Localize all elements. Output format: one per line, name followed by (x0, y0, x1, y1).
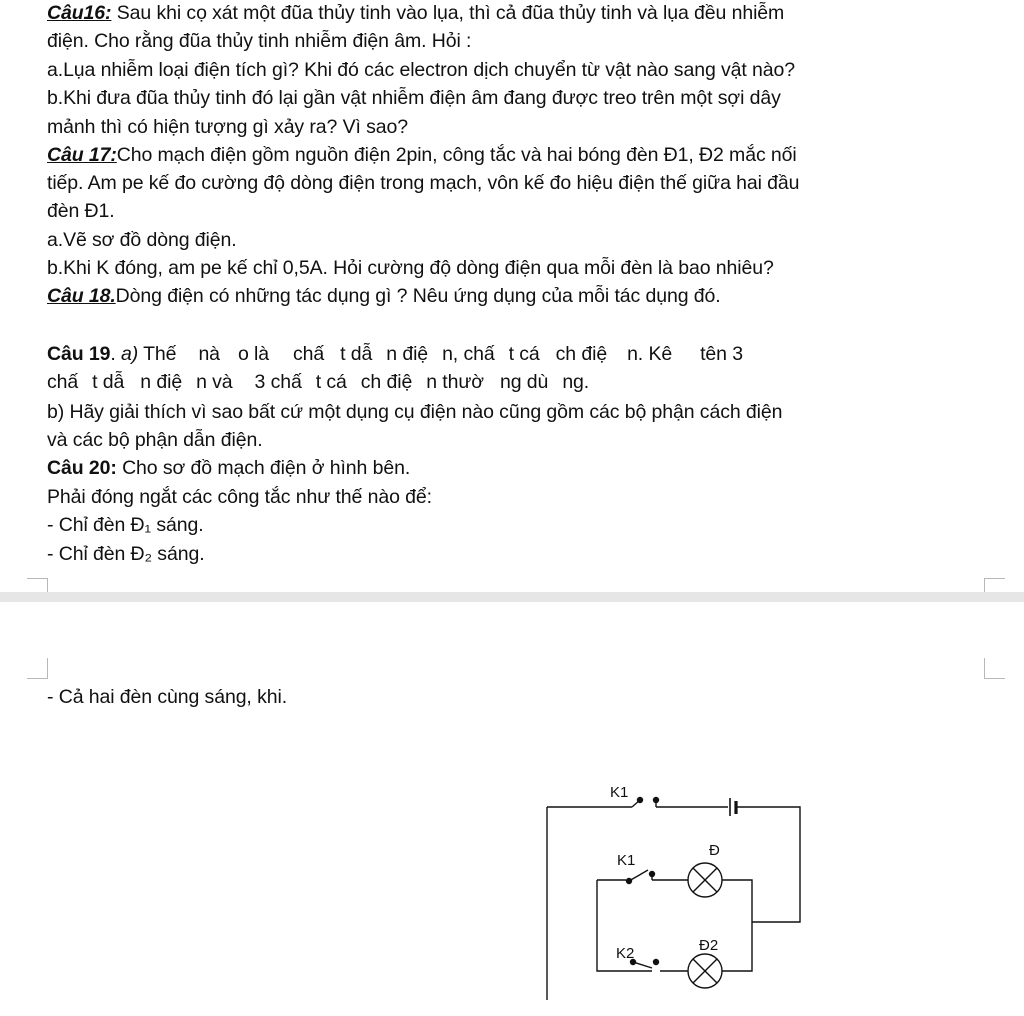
text-fragment: ch điệ (360, 371, 413, 393)
lamp-d2-icon (688, 954, 722, 988)
text-fragment: n. Kê (627, 343, 673, 365)
q17-line-3: đèn Đ1. (47, 200, 115, 222)
text-fragment: 3 chấ (254, 371, 302, 393)
text-fragment: chấ (47, 371, 79, 393)
q16-part-b-1: b.Khi đưa đũa thủy tinh đó lại gần vật nhiễm điện âm đang được treo trên một sợi dây (47, 87, 781, 109)
q18-label: Câu 18. (47, 285, 116, 307)
q18-text: Dòng điện có những tác dụng gì ? Nêu ứng dụng của mỗi tác dụng đó. (115, 285, 721, 307)
q20-label: Câu 20: (47, 457, 117, 479)
wire (737, 807, 800, 922)
battery-icon (730, 798, 736, 816)
q19-a-label: a) (115, 343, 139, 365)
q20-item-1: - Chỉ đèn Đ₁ sáng. (47, 514, 204, 536)
q20-item-3: - Cả hai đèn cùng sáng, khi. (47, 686, 288, 708)
text-fragment: t dẫ (340, 343, 373, 365)
q19-part-b-2: và các bộ phận dẫn điện. (47, 429, 263, 451)
label-lamp-d: Đ (709, 842, 720, 859)
q16-label: Câu16: (47, 2, 112, 24)
q17-text-1: Cho mạch điện gồm nguồn điện 2pin, công tắc và hai bóng đèn Đ1, Đ2 mắc nối (116, 144, 797, 166)
q19-part-b-1: b) Hãy giải thích vì sao bất cứ một dụng cụ điện nào cũng gồm các bộ phận cách điện (47, 401, 783, 423)
q20-text-1: Cho sơ đồ mạch điện ở hình bên. (116, 457, 411, 479)
label-k2: K2 (616, 945, 635, 962)
q16-line-2: điện. Cho rằng đũa thủy tinh nhiễm điện âm. Hỏi : (47, 30, 472, 52)
label-k1-mid: K1 (617, 852, 636, 869)
text-fragment: Thế (138, 343, 177, 365)
label-k1-top: K1 (610, 784, 629, 801)
switch-k1-top-icon (632, 797, 659, 807)
q20-item-2: - Chỉ đèn Đ₂ sáng. (47, 543, 205, 565)
q19-dot: . (110, 343, 116, 365)
text-fragment: t cá (508, 343, 540, 365)
lamp-d1-icon (688, 863, 722, 897)
text-fragment: tên 3 (700, 343, 743, 365)
q17-line-2: tiếp. Am pe kế đo cường độ dòng điện trong mạch, vôn kế đo hiệu điện thế giữa hai đầu (47, 172, 800, 194)
text-fragment: ng dù (500, 371, 549, 393)
q16-part-a: a.Lụa nhiễm loại điện tích gì? Khi đó các electron dịch chuyển từ vật nào sang vật nào? (47, 59, 796, 81)
q20-line-2: Phải đóng ngắt các công tắc như thế nào để: (47, 486, 432, 508)
text-fragment: n thườ (426, 371, 484, 393)
text-fragment: n và (196, 371, 233, 393)
text-fragment: ch điệ (555, 343, 608, 365)
text-fragment: t dẫ (92, 371, 125, 393)
text-fragment: n điệ (140, 371, 183, 393)
q17-part-a: a.Vẽ sơ đồ dòng điện. (47, 229, 237, 251)
q19-label: Câu 19 (47, 343, 111, 365)
text-fragment: nà (198, 343, 220, 365)
label-lamp-d2: Đ2 (699, 937, 719, 954)
text-fragment: n, chấ (442, 343, 495, 365)
q16-text-1: Sau khi cọ xát một đũa thủy tinh vào lụa, thì cả đũa thủy tinh và lụa đều nhiễm (111, 2, 785, 24)
q17-label: Câu 17: (47, 144, 117, 166)
text-fragment: n điệ (386, 343, 429, 365)
q17-part-b: b.Khi K đóng, am pe kế chỉ 0,5A. Hỏi cường độ dòng điện qua mỗi đèn là bao nhiêu? (47, 257, 774, 279)
text-fragment: chấ (292, 343, 325, 365)
text-fragment: t cá (315, 371, 347, 393)
text-fragment: o là (237, 343, 269, 365)
switch-k1-mid-icon (626, 870, 655, 884)
wire (722, 880, 752, 971)
q16-part-b-2: mảnh thì có hiện tượng gì xảy ra? Vì sao? (47, 116, 409, 138)
text-fragment: ng. (562, 371, 590, 393)
